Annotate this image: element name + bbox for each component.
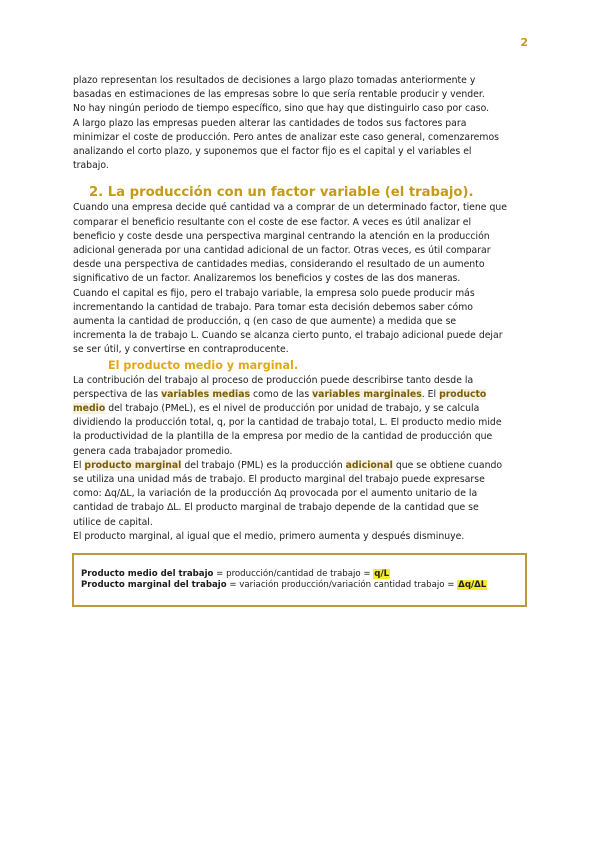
average-product-paragraph [73,374,533,459]
text-run: . El [421,388,440,400]
intro-line: analizando el corto plazo, y suponemos que el factor fijo es el capital y el variables el [73,146,472,158]
highlight-variables-marginales: variables marginales [312,388,422,400]
marginal-product-paragraph [73,459,533,530]
text-line: se utiliza una unidad más de trabajo. El producto marginal del trabajo puede expresarse [73,474,485,486]
subsection-title: El producto medio y marginal. [108,358,299,372]
intro-line: minimizar el coste de producción. Pero antes de analizar este caso general, comenzaremos [73,131,499,143]
text-run: perspectiva de las [73,388,162,400]
section-paragraph-1 [73,201,533,286]
formula-equation: = variación producción/variación cantidad trabajo = [226,580,458,591]
text-line: desde una perspectiva de cantidades medias, considerando el resultado de un aumento [73,259,485,271]
text-line: se ser útil, y convertirse en contraproducente. [73,344,289,356]
text-line: Cuando el capital es fijo, pero el trabajo variable, la empresa solo puede producir más [73,287,475,299]
text-line: genera cada trabajador promedio. [73,445,233,457]
text-line: la productividad de la plantilla de la empresa por medio de la cantidad de producción que [73,431,493,443]
text-line: utilice de capital. [73,516,153,528]
highlight-adicional: adicional [345,459,393,471]
formula-value-highlight: q/L [374,569,390,580]
text-run: El [73,459,85,471]
intro-line: A largo plazo las empresas pueden alterar las cantidades de todos sus factores para [73,117,467,129]
intro-line: basadas en estimaciones de las empresas sobre lo que sería rentable producir y vender. [73,89,485,101]
text-line: dividiendo la producción total, q, por la cantidad de trabajo total, L. El producto medio mide [73,417,502,429]
formula-box [72,553,527,607]
section-title: 2. La producción con un factor variable (el trabajo). [89,185,474,201]
text-line: como: Δq/ΔL, la variación de la producción Δq provocada por el aumento unitario de la [73,488,478,500]
highlight-variables-medias: variables medias [161,388,251,400]
formula-marginal-product [81,580,525,591]
text-line: incrementando la cantidad de trabajo. Para tomar esta decisión debemos saber cómo [73,301,473,313]
document-body [73,74,533,607]
text-line: Cuando una empresa decide qué cantidad va a comprar de un determinado factor, tiene que [73,202,507,214]
summary-sentence: El producto marginal, al igual que el medio, primero aumenta y después disminuye. [73,530,465,542]
text-line: incrementa la de trabajo L. Cuando se alcanza cierto punto, el trabajo adicional puede dejar [73,330,503,342]
text-run: que se obtiene cuando [392,459,503,471]
text-run: del trabajo (PMeL), es el nivel de producción por unidad de trabajo, y se calcula [105,403,480,415]
text-line: aumenta la cantidad de producción, q (en caso de que aumente) a medida que se [73,316,457,328]
text-line: La contribución del trabajo al proceso de producción puede describirse tanto desde la [73,374,474,386]
formula-value-highlight: Δq/ΔL [458,580,487,591]
intro-line: trabajo. [73,160,109,172]
text-line: beneficio y coste desde una perspectiva marginal centrando la atención en la producción [73,230,490,242]
text-line: cantidad de trabajo ΔL. El producto marginal de trabajo depende de la cantidad que se [73,502,479,514]
formula-equation: = producción/cantidad de trabajo = [213,569,374,580]
intro-paragraph [73,74,533,173]
formula-label: Producto medio del trabajo [81,569,214,580]
section-paragraph-2 [73,287,533,358]
text-line: comparar el beneficio resultante con el coste de ese factor. A veces es útil analizar el [73,216,472,228]
highlight-producto-marginal: producto marginal [84,459,182,471]
highlight-producto: producto [439,388,487,400]
text-line: significativo de un factor. Analizaremos los beneficios y costes de las dos maneras. [73,273,461,285]
intro-line: plazo representan los resultados de decisiones a largo plazo tomadas anteriormente y [73,75,476,86]
page-number: 2 [520,36,528,49]
text-line: adicional generada por una cantidad adicional de un factor. Otras veces, es útil comparar [73,245,491,257]
intro-line: No hay ningún periodo de tiempo específico, sino que hay que distinguirlo caso por caso. [73,103,490,115]
text-run: como de las [250,388,313,400]
formula-average-product [81,569,525,580]
text-run: del trabajo (PML) es la producción [181,459,346,471]
formula-label: Producto marginal del trabajo [81,580,227,591]
highlight-medio: medio [73,403,106,415]
